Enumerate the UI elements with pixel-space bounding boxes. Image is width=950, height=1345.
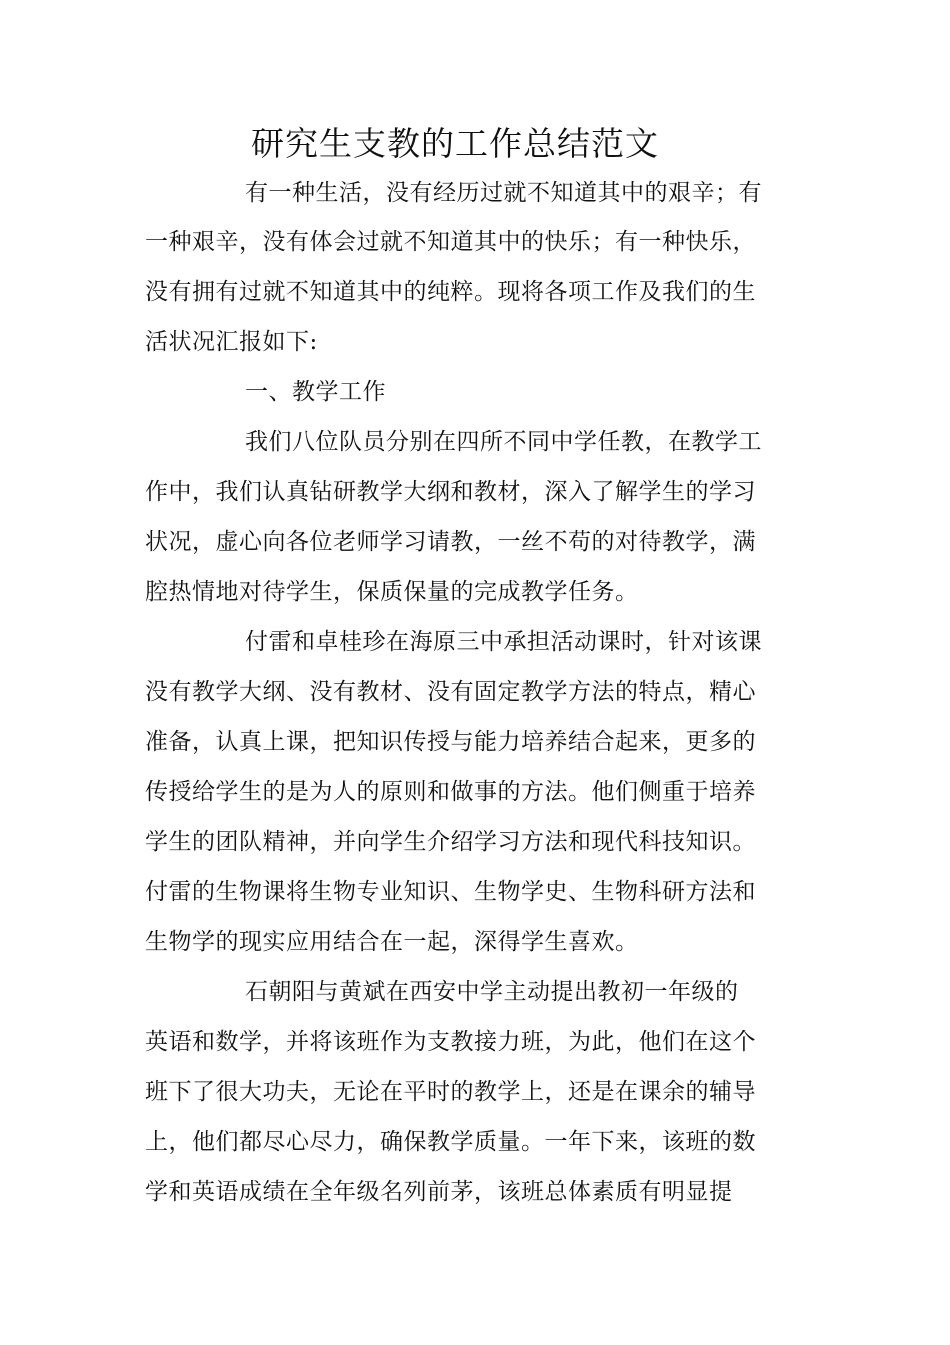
paragraph-line: 学生的团队精神，并向学生介绍学习方法和现代科技知识。	[145, 829, 756, 855]
paragraph-line: 没有教学大纲、没有教材、没有固定教学方法的特点，精心	[145, 679, 756, 705]
paragraph-line: 班下了很大功夫，无论在平时的教学上，还是在课余的辅导	[145, 1079, 756, 1105]
paragraph-line: 上，他们都尽心尽力，确保教学质量。一年下来，该班的数	[145, 1129, 756, 1155]
paragraph-line: 英语和数学，并将该班作为支教接力班，为此，他们在这个	[145, 1029, 756, 1055]
paragraph-line: 付雷和卓桂珍在海原三中承担活动课时，针对该课	[245, 629, 762, 655]
paragraph-line: 状况，虚心向各位老师学习请教，一丝不苟的对待教学，满	[145, 529, 756, 555]
paragraph-line: 作中，我们认真钻研教学大纲和教材，深入了解学生的学习	[145, 479, 756, 505]
paragraph-line: 腔热情地对待学生，保质保量的完成教学任务。	[145, 579, 639, 605]
paragraph-line: 没有拥有过就不知道其中的纯粹。现将各项工作及我们的生	[145, 279, 756, 305]
paragraph-line: 生物学的现实应用结合在一起，深得学生喜欢。	[145, 929, 639, 955]
paragraph-line: 准备，认真上课，把知识传授与能力培养结合起来，更多的	[145, 729, 756, 755]
paragraph-line: 一种艰辛，没有体会过就不知道其中的快乐；有一种快乐，	[145, 229, 756, 255]
paragraph-line: 我们八位队员分别在四所不同中学任教，在教学工	[245, 429, 762, 455]
section-heading: 一、教学工作	[245, 379, 386, 405]
paragraph-line: 传授给学生的是为人的原则和做事的方法。他们侧重于培养	[145, 779, 756, 805]
document-title: 研究生支教的工作总结范文	[251, 124, 659, 163]
paragraph-line: 付雷的生物课将生物专业知识、生物学史、生物科研方法和	[145, 879, 756, 905]
paragraph-line: 学和英语成绩在全年级名列前茅，该班总体素质有明显提	[145, 1179, 733, 1205]
paragraph-line: 有一种生活，没有经历过就不知道其中的艰辛；有	[245, 180, 762, 206]
paragraph-line: 石朝阳与黄斌在西安中学主动提出教初一年级的	[245, 979, 739, 1005]
paragraph-line: 活状况汇报如下:	[145, 329, 318, 355]
